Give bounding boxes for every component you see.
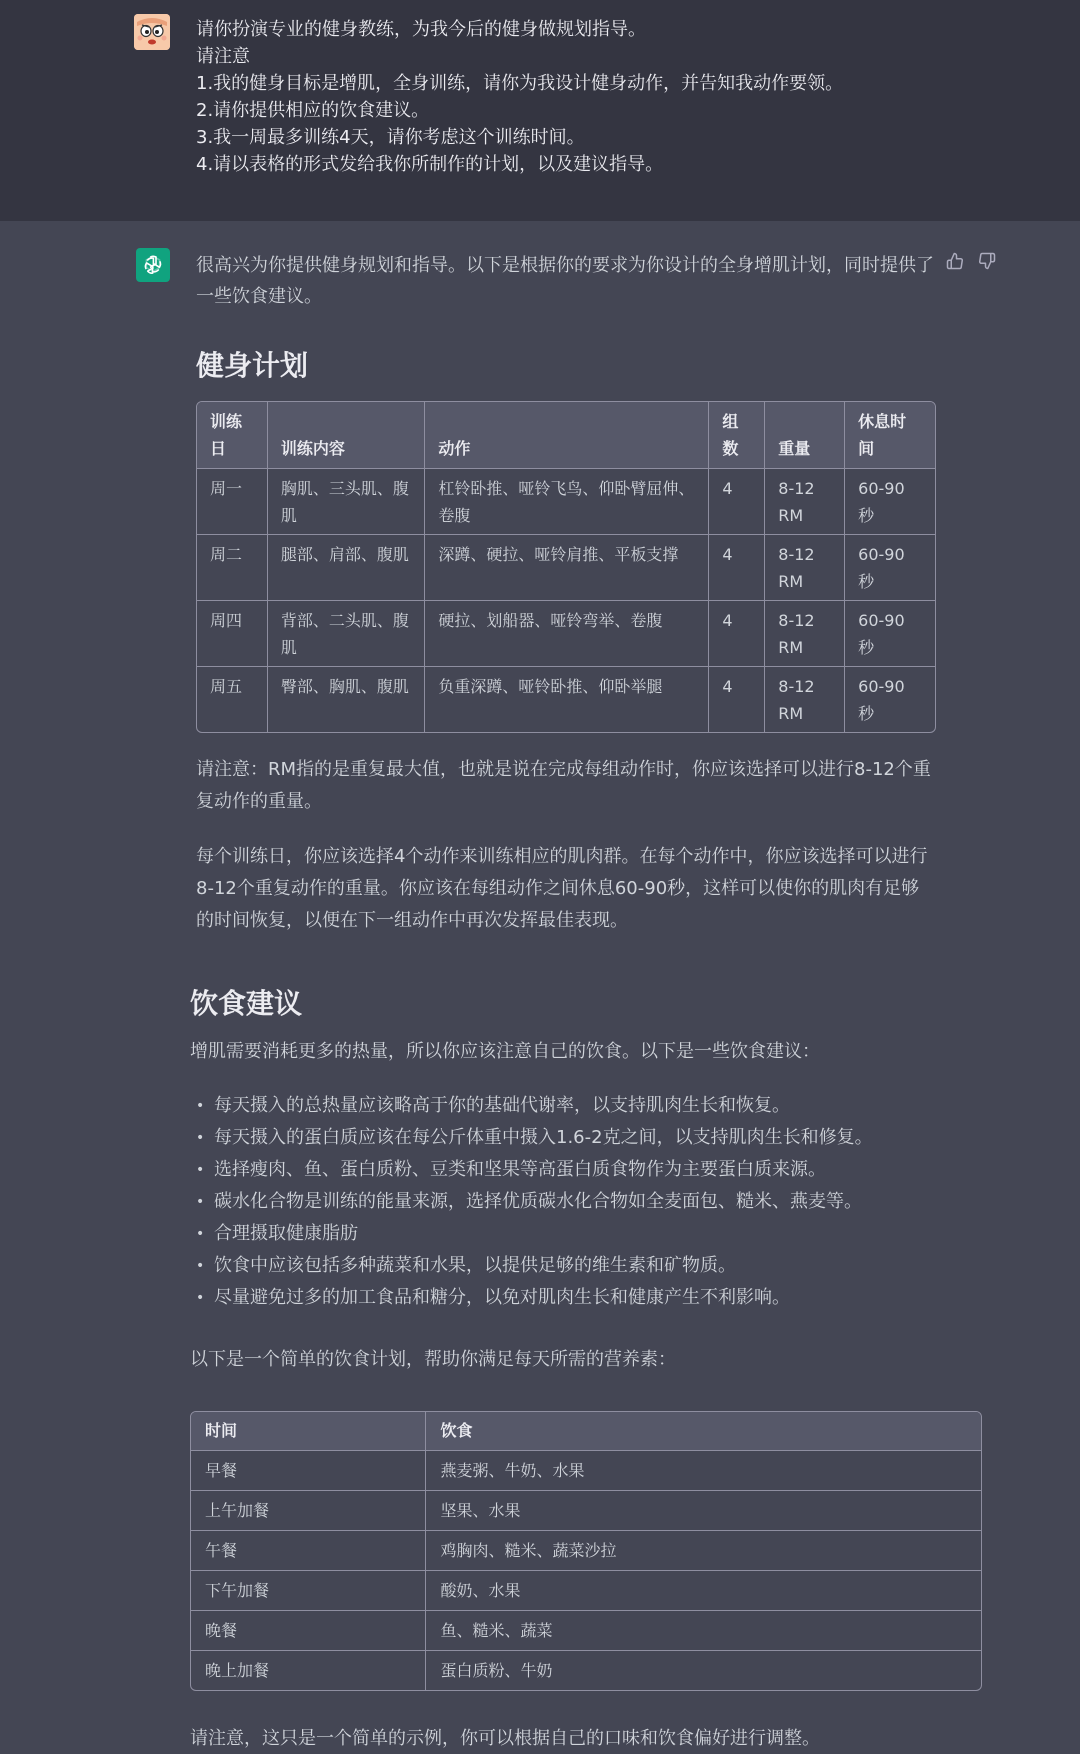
table-cell: 周五 [197,667,268,732]
table-row [191,1611,981,1651]
table-cell: 8-12 RM [765,667,845,732]
list-item: • 尽量避免过多的加工食品和糖分，以免对肌肉生长和健康产生不利影响。 [196,1287,790,1308]
training-note: 每个训练日，你应该选择4个动作来训练相应的肌肉群。在每个动作中，你应该选择可以进行8-12个重复动作的重量。你应该在每组动作之间休息60-90秒，这样可以使你的肌肉有足够的时间恢复，以便在下一组动作中再次发挥最佳表现。 [196,846,928,931]
table-cell: 晚餐 [191,1611,426,1651]
table-cell: 胸肌、三头肌、腹肌 [268,469,426,535]
table-cell: 周四 [197,601,268,667]
list-item-text: 每天摄入的蛋白质应该在每公斤体重中摄入1.6-2克之间，以支持肌肉生长和修复。 [214,1127,873,1148]
final-note: 请注意，这只是一个简单的示例，你可以根据自己的口味和饮食偏好进行调整。 [190,1728,820,1749]
table-row [191,1491,981,1531]
table-cell: 酸奶、水果 [426,1571,981,1611]
table-cell: 60-90 秒 [845,469,935,535]
table-cell: 鱼、糙米、蔬菜 [426,1611,981,1651]
column-header: 时间 [191,1412,426,1451]
user-line: 请注意 [196,46,250,67]
table-cell: 杠铃卧推、哑铃飞鸟、仰卧臂屈伸、卷腹 [425,469,709,535]
table-cell: 周一 [197,469,268,535]
table-cell: 上午加餐 [191,1491,426,1531]
user-line: 4.请以表格的形式发给我你所制作的计划，以及建议指导。 [196,154,664,175]
table-cell: 4 [709,601,765,667]
list-item: • 每天摄入的蛋白质应该在每公斤体重中摄入1.6-2克之间，以支持肌肉生长和修复。 [196,1127,873,1148]
table-row [191,1531,981,1571]
table-cell: 60-90 秒 [858,677,905,723]
user-message-text [196,16,996,178]
plan-heading: 健身计划 [196,349,309,382]
table-cell: 8-12 RM [765,535,845,601]
user-line: 3.我一周最多训练4天，请你考虑这个训练时间。 [196,127,585,148]
table-cell: 4 [709,667,765,732]
feedback-buttons [946,252,996,270]
table-cell: 臀部、胸肌、腹肌 [268,667,426,732]
meal-plan-intro: 以下是一个简单的饮食计划，帮助你满足每天所需的营养素： [190,1349,676,1370]
table-cell: 午餐 [191,1531,426,1571]
thumbs-down-icon[interactable] [978,252,996,270]
column-header: 重量 [765,402,845,469]
list-item: • 碳水化合物是训练的能量来源，选择优质碳水化合物如全麦面包、糙米、燕麦等。 [196,1191,862,1212]
table-cell: 燕麦粥、牛奶、水果 [426,1451,981,1491]
list-item-text: 碳水化合物是训练的能量来源，选择优质碳水化合物如全麦面包、糙米、燕麦等。 [214,1191,862,1212]
list-item-text: 饮食中应该包括多种蔬菜和水果，以提供足够的维生素和矿物质。 [214,1255,736,1276]
table-cell: 4 [709,535,765,601]
diet-heading: 饮食建议 [190,987,303,1020]
table-cell: 周二 [197,535,268,601]
table-row [197,667,935,732]
table-cell: 8-12 RM [765,601,845,667]
column-header: 训练内容 [268,402,426,469]
table-cell: 晚上加餐 [191,1651,426,1690]
user-line: 2.请你提供相应的饮食建议。 [196,100,430,121]
table-cell: 蛋白质粉、牛奶 [440,1661,553,1680]
openai-logo-icon [136,248,170,282]
table-cell: 早餐 [191,1451,426,1491]
list-item: • 合理摄取健康脂肪 [196,1223,358,1244]
list-item-text: 选择瘦肉、鱼、蛋白质粉、豆类和坚果等高蛋白质食物作为主要蛋白质来源。 [214,1159,826,1180]
table-cell: 鸡胸肉、糙米、蔬菜沙拉 [426,1531,981,1571]
list-item: • 每天摄入的总热量应该略高于你的基础代谢率，以支持肌肉生长和恢复。 [196,1095,790,1116]
list-item: • 选择瘦肉、鱼、蛋白质粉、豆类和坚果等高蛋白质食物作为主要蛋白质来源。 [196,1159,826,1180]
table-row [197,469,935,535]
diet-list [190,1090,1050,1314]
list-item-text: 合理摄取健康脂肪 [214,1223,358,1244]
assistant-intro: 很高兴为你提供健身规划和指导。以下是根据你的要求为你设计的全身增肌计划，同时提供了一些饮食建议。 [196,255,934,307]
user-line: 请你扮演专业的健身教练，为我今后的健身做规划指导。 [196,19,646,40]
table-cell: 60-90 秒 [845,601,935,667]
workout-plan-table [196,401,936,733]
cartoon-face-icon [134,14,170,50]
thumbs-up-icon[interactable] [946,252,964,270]
table-cell: 下午加餐 [191,1571,426,1611]
table-row [197,601,935,667]
column-header: 训练日 [197,402,268,469]
diet-intro: 增肌需要消耗更多的热量，所以你应该注意自己的饮食。以下是一些饮食建议： [190,1041,820,1062]
table-cell: 8-12 RM [765,469,845,535]
user-line: 1.我的健身目标是增肌，全身训练，请你为我设计健身动作，并告知我动作要领。 [196,73,844,94]
column-header: 休息时间 [845,402,935,469]
column-header: 动作 [425,402,709,469]
table-row [197,535,935,601]
table-cell: 腿部、肩部、腹肌 [268,535,426,601]
table-cell: 60-90 秒 [845,535,935,601]
meal-plan-table [190,1411,982,1691]
list-item-text: 每天摄入的总热量应该略高于你的基础代谢率，以支持肌肉生长和恢复。 [214,1095,790,1116]
table-cell: 4 [709,469,765,535]
table-cell: 负重深蹲、哑铃卧推、仰卧举腿 [425,667,709,732]
table-row [191,1451,981,1491]
table-cell: 深蹲、硬拉、哑铃肩推、平板支撑 [425,535,709,601]
table-cell: 背部、二头肌、腹肌 [268,601,426,667]
table-header-row [197,402,935,469]
column-header: 组数 [709,402,765,469]
rm-note: 请注意：RM指的是重复最大值，也就是说在完成每组动作时，你应该选择可以进行8-12个重复动作的重量。 [196,759,931,812]
table-row [191,1571,981,1611]
list-item-text: 尽量避免过多的加工食品和糖分，以免对肌肉生长和健康产生不利影响。 [214,1287,790,1308]
list-item: • 饮食中应该包括多种蔬菜和水果，以提供足够的维生素和矿物质。 [196,1255,736,1276]
column-header: 饮食 [426,1412,981,1451]
table-header-row [191,1412,981,1451]
table-row [191,1651,981,1690]
table-cell: 硬拉、划船器、哑铃弯举、卷腹 [425,601,709,667]
table-cell: 坚果、水果 [426,1491,981,1531]
